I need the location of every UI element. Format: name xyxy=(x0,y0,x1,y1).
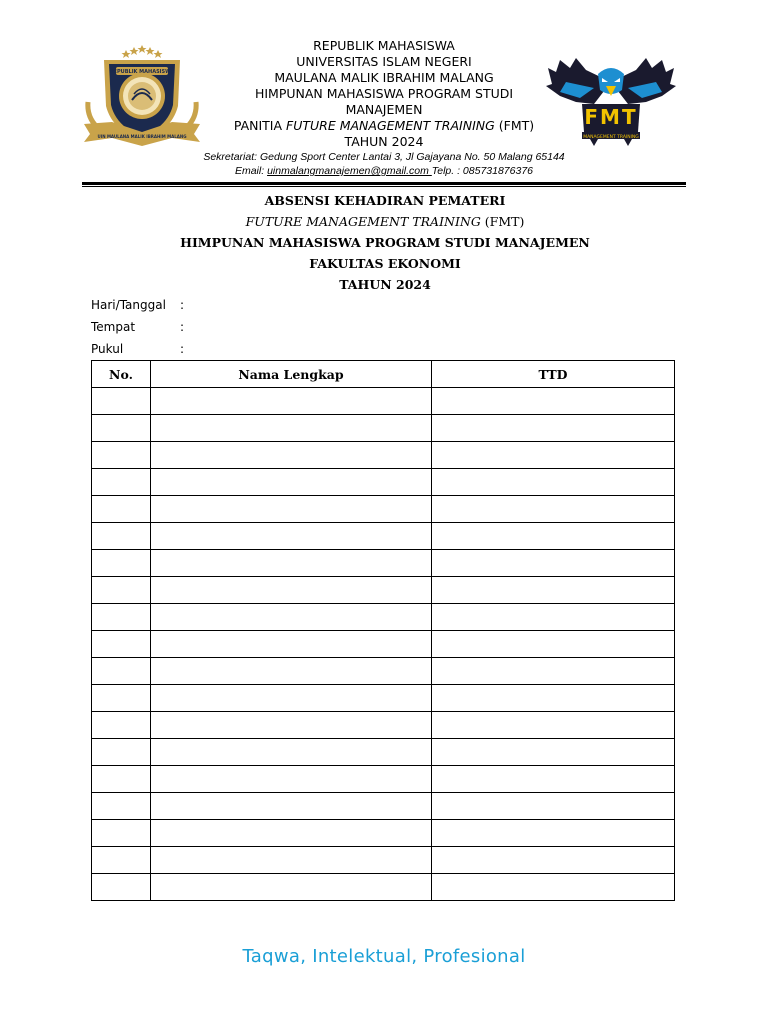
table-row xyxy=(92,685,675,712)
cell-number[interactable] xyxy=(92,604,151,631)
cell-signature[interactable] xyxy=(432,496,675,523)
cell-number[interactable] xyxy=(92,550,151,577)
info-colon: : xyxy=(180,320,185,334)
table-row xyxy=(92,712,675,739)
table-row xyxy=(92,874,675,901)
event-info xyxy=(91,294,391,360)
header-divider-thin xyxy=(82,186,686,187)
header-line: UNIVERSITAS ISLAM NEGERI xyxy=(296,54,472,69)
title-event-name: FUTURE MANAGEMENT TRAINING xyxy=(245,214,481,229)
cell-number[interactable] xyxy=(92,523,151,550)
title-line-4: FAKULTAS EKONOMI xyxy=(309,256,461,271)
cell-full-name[interactable] xyxy=(151,469,432,496)
title-line-1: ABSENSI KEHADIRAN PEMATERI xyxy=(264,193,506,208)
cell-number[interactable] xyxy=(92,820,151,847)
table-row xyxy=(92,820,675,847)
phone-number: Telp. : 085731876376 xyxy=(431,165,534,177)
cell-number[interactable] xyxy=(92,658,151,685)
title-line-2 xyxy=(100,211,670,232)
table-row xyxy=(92,847,675,874)
cell-full-name[interactable] xyxy=(151,442,432,469)
info-row-time xyxy=(91,338,391,360)
footer-motto: Taqwa, Intelektual, Profesional xyxy=(242,946,526,967)
cell-number[interactable] xyxy=(92,415,151,442)
info-label: Hari/Tanggal xyxy=(91,298,166,312)
cell-full-name[interactable] xyxy=(151,631,432,658)
committee-line xyxy=(200,118,568,134)
cell-full-name[interactable] xyxy=(151,388,432,415)
cell-full-name[interactable] xyxy=(151,658,432,685)
header-divider-thick xyxy=(82,182,686,185)
cell-signature[interactable] xyxy=(432,793,675,820)
table-row xyxy=(92,631,675,658)
cell-number[interactable] xyxy=(92,712,151,739)
fmt-logo-text: FMT xyxy=(584,105,638,129)
address-block xyxy=(170,150,598,178)
title-event-suffix: (FMT) xyxy=(480,214,525,229)
table-header-row xyxy=(92,361,675,388)
info-row-place xyxy=(91,316,391,338)
email-label: Email: xyxy=(234,165,268,177)
cell-signature[interactable] xyxy=(432,631,675,658)
info-colon: : xyxy=(180,342,185,356)
cell-full-name[interactable] xyxy=(151,523,432,550)
info-row-date xyxy=(91,294,391,316)
cell-signature[interactable] xyxy=(432,469,675,496)
column-header-number: No. xyxy=(92,361,151,388)
table-row xyxy=(92,793,675,820)
cell-full-name[interactable] xyxy=(151,766,432,793)
header-line: MAULANA MALIK IBRAHIM MALANG xyxy=(274,70,494,85)
cell-number[interactable] xyxy=(92,496,151,523)
table-row xyxy=(92,577,675,604)
column-header-signature: TTD xyxy=(432,361,675,388)
committee-name: FUTURE MANAGEMENT TRAINING xyxy=(286,118,495,133)
attendance-rows xyxy=(92,388,675,901)
cell-full-name[interactable] xyxy=(151,874,432,901)
crest-top-text: REPUBLIK MAHASISWA xyxy=(109,69,175,75)
header-year: TAHUN 2024 xyxy=(344,134,424,149)
cell-full-name[interactable] xyxy=(151,415,432,442)
cell-number[interactable] xyxy=(92,874,151,901)
table-row xyxy=(92,550,675,577)
cell-signature[interactable] xyxy=(432,523,675,550)
cell-number[interactable] xyxy=(92,577,151,604)
table-row xyxy=(92,388,675,415)
info-label: Tempat xyxy=(91,320,136,334)
committee-prefix: PANITIA xyxy=(233,118,287,133)
title-line-5: TAHUN 2024 xyxy=(339,277,431,292)
cell-signature[interactable] xyxy=(432,739,675,766)
column-header-full-name: Nama Lengkap xyxy=(151,361,432,388)
cell-full-name[interactable] xyxy=(151,577,432,604)
cell-number[interactable] xyxy=(92,793,151,820)
info-label: Pukul xyxy=(91,342,124,356)
cell-signature[interactable] xyxy=(432,874,675,901)
cell-number[interactable] xyxy=(92,739,151,766)
table-row xyxy=(92,766,675,793)
cell-signature[interactable] xyxy=(432,658,675,685)
table-row xyxy=(92,739,675,766)
letterhead xyxy=(0,0,768,190)
cell-full-name[interactable] xyxy=(151,820,432,847)
cell-number[interactable] xyxy=(92,469,151,496)
cell-full-name[interactable] xyxy=(151,496,432,523)
table-row xyxy=(92,658,675,685)
table-row xyxy=(92,442,675,469)
cell-number[interactable] xyxy=(92,442,151,469)
cell-signature[interactable] xyxy=(432,388,675,415)
cell-signature[interactable] xyxy=(432,766,675,793)
cell-full-name[interactable] xyxy=(151,739,432,766)
email-link[interactable]: uinmalangmanajemen@gmail.com xyxy=(267,165,432,177)
secretariat-address: Sekretariat: Gedung Sport Center Lantai 3, Jl Gajayana No. 50 Malang 65144 xyxy=(203,151,565,163)
cell-full-name[interactable] xyxy=(151,847,432,874)
cell-signature[interactable] xyxy=(432,712,675,739)
document-title xyxy=(100,190,670,295)
cell-signature[interactable] xyxy=(432,847,675,874)
table-row xyxy=(92,496,675,523)
cell-full-name[interactable] xyxy=(151,793,432,820)
cell-signature[interactable] xyxy=(432,604,675,631)
cell-number[interactable] xyxy=(92,847,151,874)
table-row xyxy=(92,523,675,550)
cell-signature[interactable] xyxy=(432,820,675,847)
table-row xyxy=(92,415,675,442)
fmt-logo-subtext: MANAGEMENT TRAINING xyxy=(583,135,639,140)
table-row xyxy=(92,469,675,496)
header-line: REPUBLIK MAHASISWA xyxy=(313,38,455,53)
contact-line xyxy=(170,164,598,178)
organization-header xyxy=(200,38,568,150)
crest-bottom-text: UIN MAULANA MALIK IBRAHIM MALANG xyxy=(97,134,187,139)
cell-full-name[interactable] xyxy=(151,685,432,712)
committee-suffix: (FMT) xyxy=(494,118,535,133)
title-line-3: HIMPUNAN MAHASISWA PROGRAM STUDI MANAJEMEN xyxy=(180,235,590,250)
attendance-table xyxy=(91,360,675,901)
table-row xyxy=(92,604,675,631)
cell-number[interactable] xyxy=(92,766,151,793)
cell-signature[interactable] xyxy=(432,442,675,469)
cell-signature[interactable] xyxy=(432,415,675,442)
cell-number[interactable] xyxy=(92,685,151,712)
cell-signature[interactable] xyxy=(432,550,675,577)
header-line: HIMPUNAN MAHASISWA PROGRAM STUDI xyxy=(254,86,514,101)
cell-full-name[interactable] xyxy=(151,604,432,631)
cell-number[interactable] xyxy=(92,631,151,658)
cell-signature[interactable] xyxy=(432,685,675,712)
cell-full-name[interactable] xyxy=(151,550,432,577)
cell-full-name[interactable] xyxy=(151,712,432,739)
header-line: MANAJEMEN xyxy=(345,102,423,117)
cell-number[interactable] xyxy=(92,388,151,415)
cell-signature[interactable] xyxy=(432,577,675,604)
info-colon: : xyxy=(180,298,185,312)
university-crest-logo xyxy=(82,42,202,148)
